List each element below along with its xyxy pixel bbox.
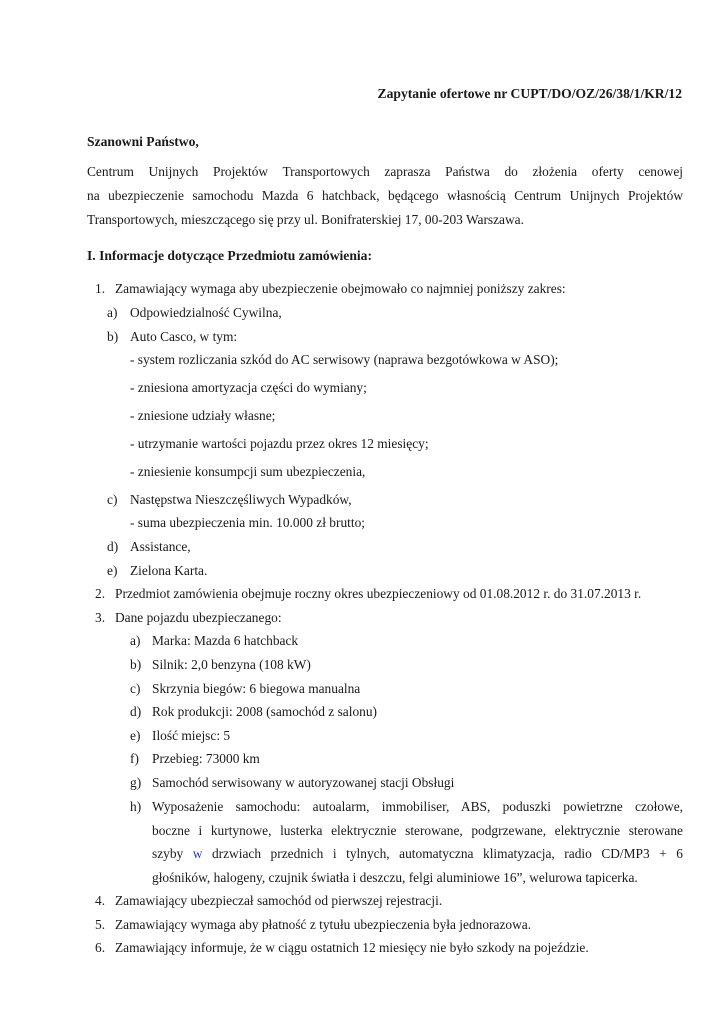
item-number: 2.: [95, 586, 106, 601]
item-number: 6.: [95, 940, 106, 955]
item-number: 5.: [95, 917, 106, 932]
sub-label: d): [130, 704, 142, 719]
sub-text: Samochód serwisowany w autoryzowanej stacji Obsługi: [152, 775, 455, 790]
item-number: 3.: [95, 610, 106, 625]
sub-label: a): [107, 305, 118, 320]
sub-text: Odpowiedzialność Cywilna,: [130, 305, 282, 320]
intro-line: Transportowych, mieszczącego się przy ul. Bonifraterskiej 17, 00-203 Warszawa.: [87, 212, 524, 227]
highlighted-letter: w: [192, 846, 203, 861]
item-text: Zamawiający informuje, że w ciągu ostatnich 12 miesięcy nie było szkody na pojeździe.: [115, 940, 589, 955]
section-title: I. Informacje dotyczące Przedmiotu zamówienia:: [87, 248, 373, 263]
sub-text: Assistance,: [130, 539, 191, 554]
greeting: Szanowni Państwo,: [87, 134, 199, 149]
item-text: Zamawiający ubezpieczał samochód od pierwszej rejestracji.: [115, 893, 443, 908]
intro-line: Centrum Unijnych Projektów Transportowych zaprasza Państwa do złożenia oferty cenowej: [87, 164, 683, 179]
sub-text: Marka: Mazda 6 hatchback: [152, 633, 299, 648]
sub-text: Rok produkcji: 2008 (samochód z salonu): [152, 704, 377, 719]
sub-label: h): [130, 799, 142, 814]
sub-label: b): [130, 657, 142, 672]
sub-label: f): [130, 751, 139, 766]
item-number: 4.: [95, 893, 106, 908]
sub-text: Przebieg: 73000 km: [152, 751, 260, 766]
sub-text: Ilość miejsc: 5: [152, 728, 231, 743]
bullet-line: - zniesiona amortyzacja części do wymiany;: [130, 380, 367, 395]
bullet-line: - zniesienie konsumpcji sum ubezpieczenia,: [130, 464, 366, 479]
bullet-line: - utrzymanie wartości pojazdu przez okres 12 miesięcy;: [130, 436, 429, 451]
intro-paragraph: [87, 160, 683, 232]
item-text: Zamawiający wymaga aby płatność z tytułu ubezpieczenia była jednorazowa.: [115, 917, 532, 932]
bullet-line: - suma ubezpieczenia min. 10.000 zł brutto;: [130, 515, 366, 530]
sub-text: Następstwa Nieszczęśliwych Wypadków,: [130, 492, 352, 507]
sub-text: Skrzynia biegów: 6 biegowa manualna: [152, 681, 361, 696]
equipment-line: głośników, halogeny, czujnik światła i deszczu, felgi aluminiowe 16”, welurowa tapicerka.: [152, 870, 638, 885]
item-number: 1.: [95, 281, 106, 296]
item-text: Przedmiot zamówienia obejmuje roczny okres ubezpieczeniowy od 01.08.2012 r. do 31.07.2013 r.: [115, 586, 642, 601]
sub-label: c): [107, 492, 118, 507]
sub-label: e): [107, 563, 118, 578]
sub-text: Auto Casco, w tym:: [130, 329, 238, 344]
sub-text: Zielona Karta.: [130, 563, 208, 578]
sub-label: e): [130, 728, 141, 743]
equipment-line: boczne i kurtynowe, lusterka elektrycznie sterowane, podgrzewane, elektrycznie sterowane: [152, 823, 683, 838]
equipment-text: szyby: [152, 846, 193, 861]
item-text: Zamawiający wymaga aby ubezpieczenie obejmowało co najmniej poniższy zakres:: [115, 281, 566, 296]
sub-label: b): [107, 329, 119, 344]
bullet-line: - zniesione udziały własne;: [130, 408, 276, 423]
sub-label: g): [130, 775, 142, 790]
equipment-line: [152, 846, 683, 862]
bullet-line: - system rozliczania szkód do AC serwisowy (naprawa bezgotówkowa w ASO);: [130, 352, 559, 367]
sub-text: Silnik: 2,0 benzyna (108 kW): [152, 657, 311, 672]
sub-label: a): [130, 633, 141, 648]
sub-label: c): [130, 681, 141, 696]
sub-label: d): [107, 539, 119, 554]
equipment-line: Wyposażenie samochodu: autoalarm, immobiliser, ABS, poduszki powietrzne czołowe,: [152, 799, 683, 814]
intro-line: na ubezpieczenie samochodu Mazda 6 hatchback, będącego własnością Centrum Unijnych Projektów: [87, 188, 683, 203]
equipment-text: drzwiach przednich i tylnych, automatyczna klimatyzacja, radio CD/MP3 + 6: [202, 846, 683, 861]
item-text: Dane pojazdu ubezpieczanego:: [115, 610, 282, 625]
reference-number: Zapytanie ofertowe nr CUPT/DO/OZ/26/38/1/KR/12: [377, 86, 682, 101]
